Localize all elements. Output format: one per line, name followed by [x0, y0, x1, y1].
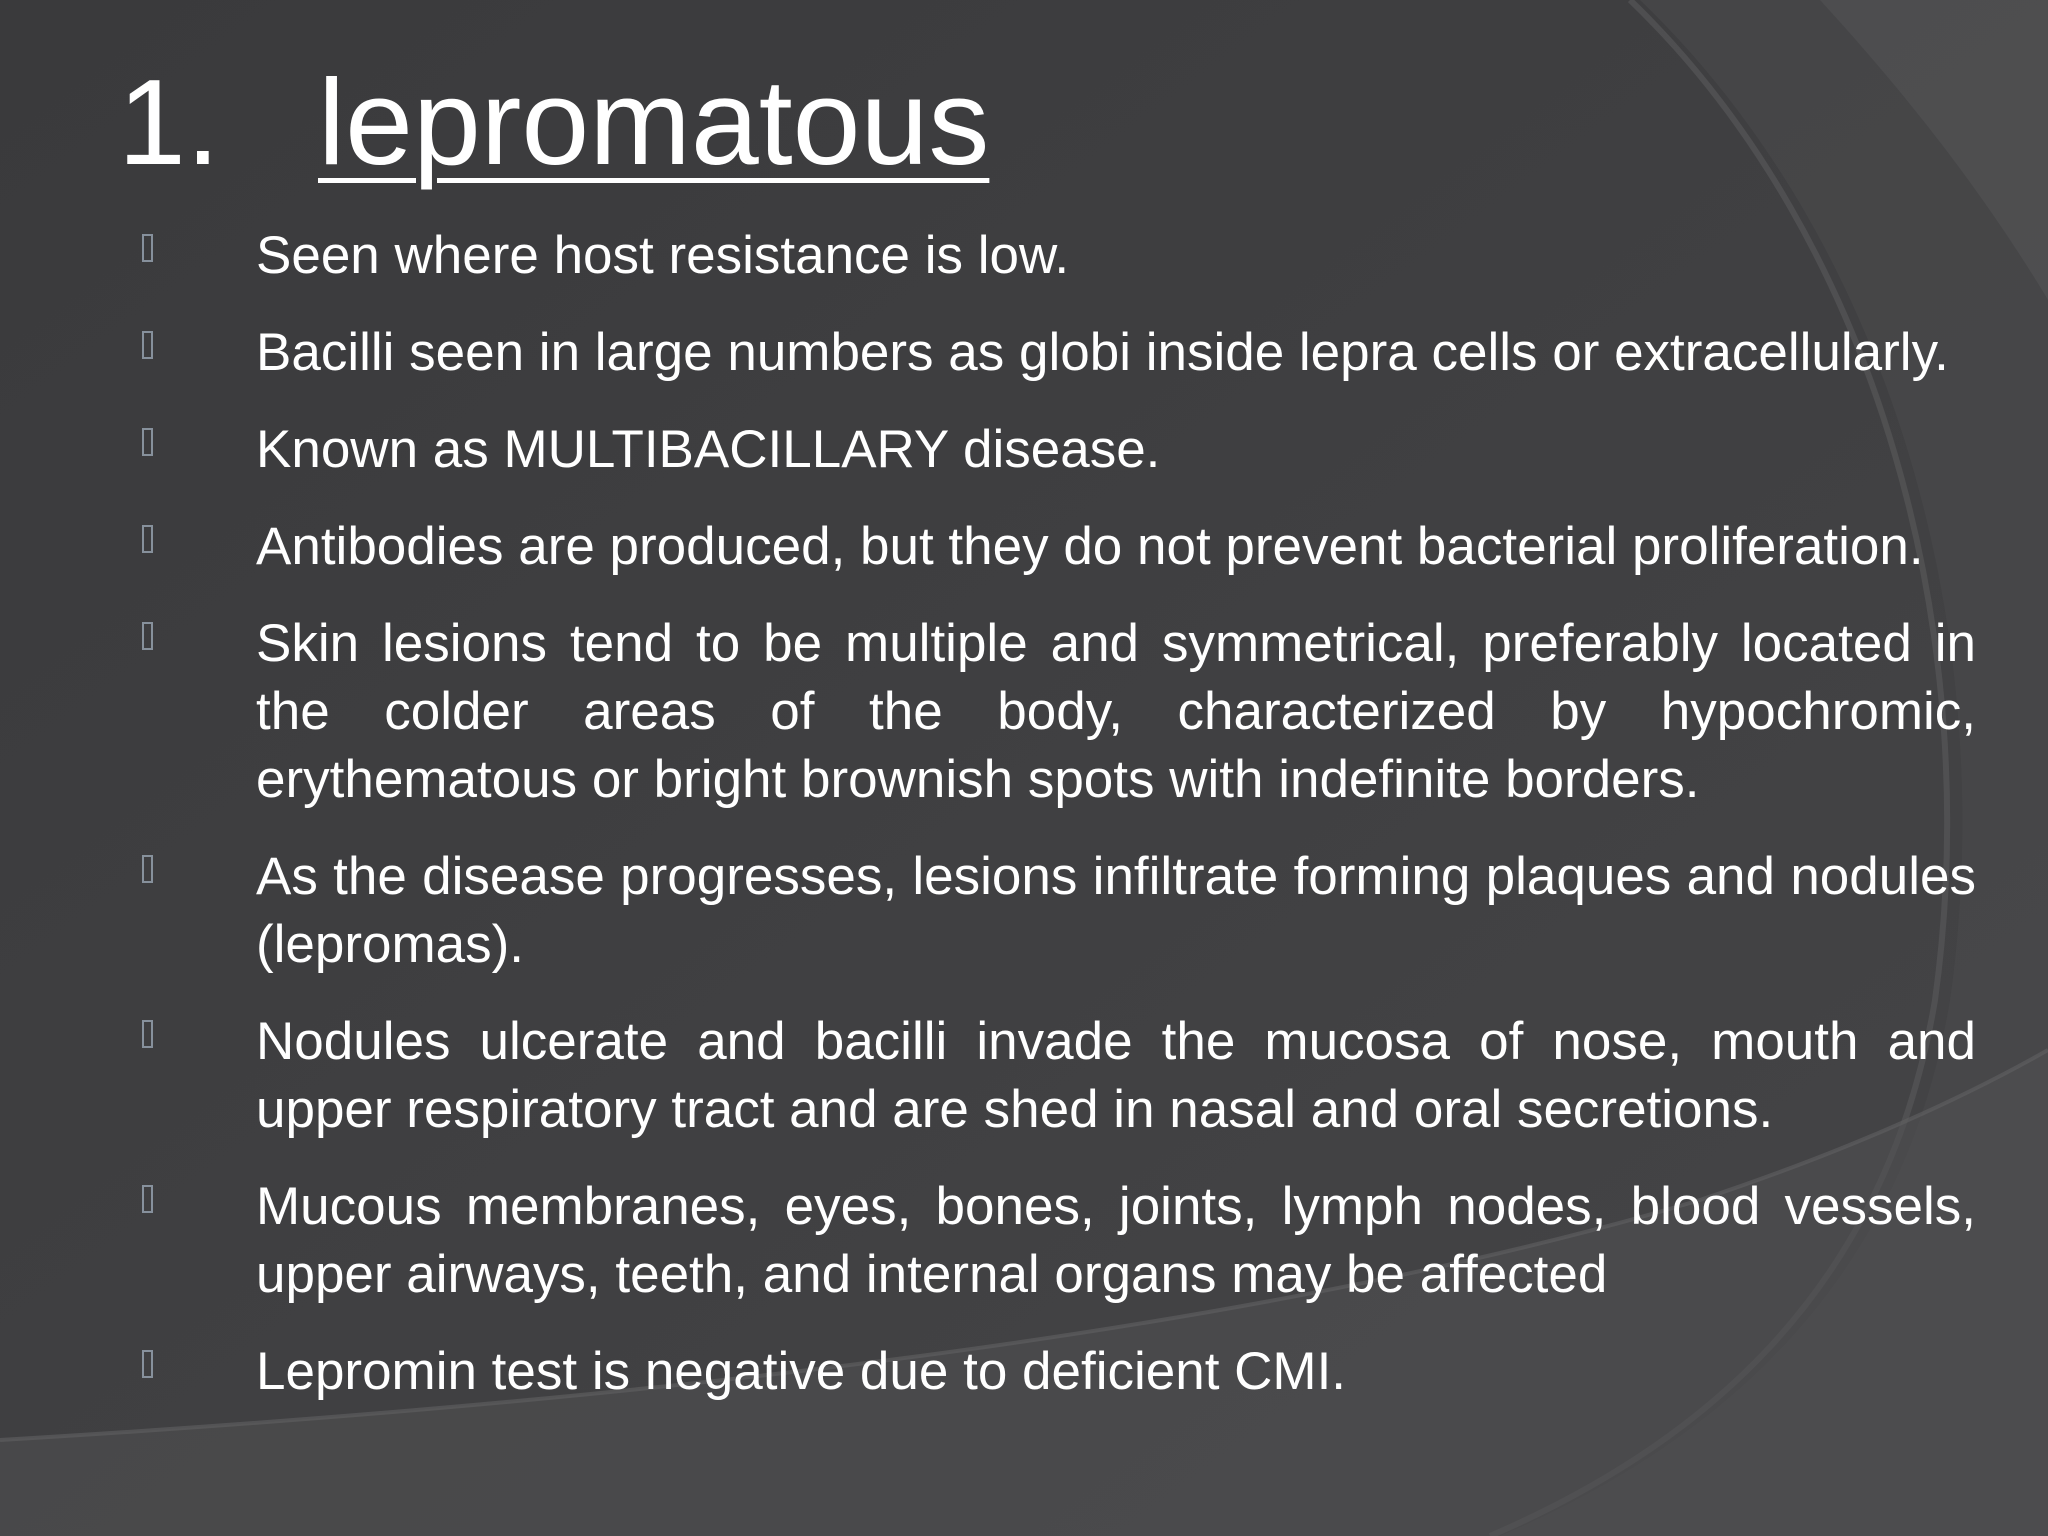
bullet-item [140, 843, 1976, 979]
square-bullet-icon [142, 1185, 153, 1213]
bullet-item [140, 1338, 1976, 1406]
square-bullet-icon [142, 428, 153, 456]
title-text: lepromatous [318, 54, 990, 190]
square-bullet-icon [142, 1020, 153, 1048]
square-bullet-icon [142, 622, 153, 650]
bullet-item [140, 416, 1976, 484]
square-bullet-icon [142, 331, 153, 359]
bullet-item [140, 610, 1976, 814]
bullet-text: Lepromin test is negative due to deficient CMI. [256, 1342, 1347, 1401]
square-bullet-icon [142, 525, 153, 553]
square-bullet-icon [142, 855, 153, 883]
square-bullet-icon [142, 234, 153, 262]
bullet-item [140, 513, 1976, 581]
title-number: 1. [118, 54, 220, 190]
bullet-text: Bacilli seen in large numbers as globi inside lepra cells or extracellularly. [256, 323, 1949, 382]
bullet-item [140, 319, 1976, 387]
bullet-text: As the disease progresses, lesions infiltrate forming plaques and nodules (lepromas). [256, 847, 1976, 974]
bullet-text: Antibodies are produced, but they do not prevent bacterial proliferation. [256, 517, 1924, 576]
bullet-item [140, 222, 1976, 290]
bullet-text: Known as MULTIBACILLARY disease. [256, 420, 1161, 479]
bullet-list [140, 222, 1976, 1435]
slide-title [118, 52, 989, 192]
bullet-text: Skin lesions tend to be multiple and symmetrical, preferably located in the colder areas of the body, characterized by hypochromic, erythematous or bright brownish spots with indefinite borders. [256, 614, 1976, 809]
square-bullet-icon [142, 1350, 153, 1378]
bullet-text: Nodules ulcerate and bacilli invade the mucosa of nose, mouth and upper respiratory tract and are shed in nasal and oral secretions. [256, 1012, 1976, 1139]
bullet-text: Seen where host resistance is low. [256, 226, 1070, 285]
bullet-item [140, 1173, 1976, 1309]
bullet-item [140, 1008, 1976, 1144]
bullet-text: Mucous membranes, eyes, bones, joints, lymph nodes, blood vessels, upper airways, teeth, and internal organs may be affected [256, 1177, 1976, 1304]
